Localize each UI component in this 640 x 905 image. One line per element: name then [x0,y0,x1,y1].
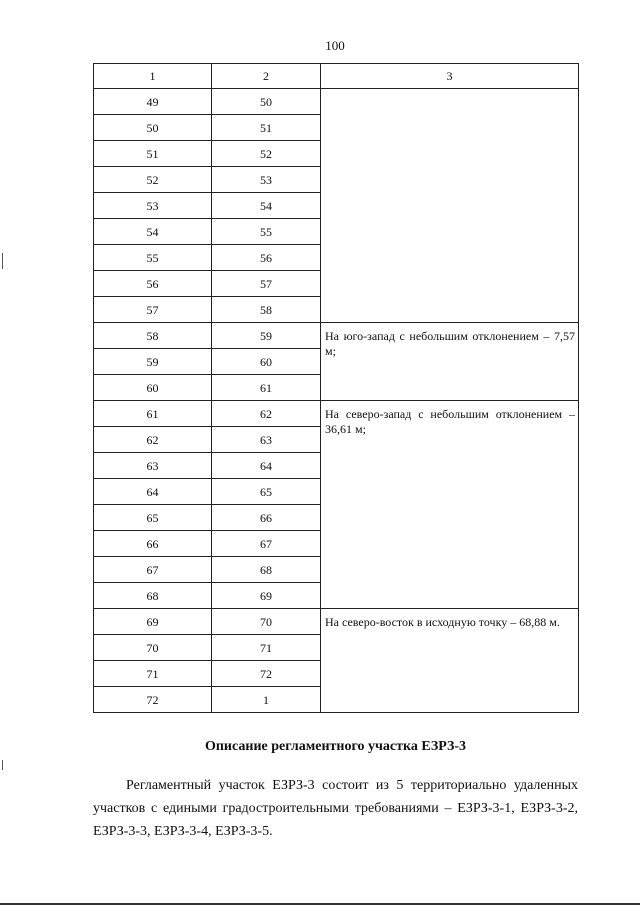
scan-edge-mark [2,253,3,269]
segment-description: На юго-запад с небольшим отклонением – 7,57 м; [321,323,579,401]
point-to: 68 [212,557,321,583]
point-to: 55 [212,219,321,245]
point-to: 72 [212,661,321,687]
point-from: 59 [94,349,212,375]
point-to: 1 [212,687,321,713]
point-to: 52 [212,141,321,167]
segment-description: На северо-восток в исходную точку – 68,88 м. [321,609,579,713]
point-from: 64 [94,479,212,505]
point-from: 56 [94,271,212,297]
section-title: Описание регламентного участка ЕЗРЗ-3 [204,739,467,754]
point-from: 70 [94,635,212,661]
column-header-3: 3 [321,64,579,89]
point-to: 63 [212,427,321,453]
point-from: 69 [94,609,212,635]
point-to: 61 [212,375,321,401]
table-row [94,609,579,635]
point-from: 71 [94,661,212,687]
point-to: 67 [212,531,321,557]
point-to: 71 [212,635,321,661]
point-from: 49 [94,89,212,115]
point-from: 72 [94,687,212,713]
point-to: 66 [212,505,321,531]
point-from: 61 [94,401,212,427]
column-header-2: 2 [212,64,321,89]
point-to: 54 [212,193,321,219]
point-from: 53 [94,193,212,219]
point-from: 55 [94,245,212,271]
segment-description: На северо-запад с небольшим отклонением – 36,61 м; [321,401,579,609]
section-paragraph [93,774,578,843]
point-from: 52 [94,167,212,193]
point-from: 60 [94,375,212,401]
point-from: 62 [94,427,212,453]
point-to: 58 [212,297,321,323]
point-to: 65 [212,479,321,505]
point-from: 50 [94,115,212,141]
point-to: 50 [212,89,321,115]
coordinates-table [93,63,579,713]
point-from: 67 [94,557,212,583]
point-to: 60 [212,349,321,375]
point-to: 56 [212,245,321,271]
point-to: 62 [212,401,321,427]
scan-edge-mark [2,760,3,770]
page-number: 100 [325,38,345,53]
table-row [94,323,579,349]
table-header-row [94,64,579,89]
point-from: 68 [94,583,212,609]
column-header-1: 1 [94,64,212,89]
paragraph-text: Регламентный участок ЕЗРЗ-3 состоит из 5 территориально удаленных участков с едиными градостроительными требованиями – ЕЗРЗ-3-1, ЕЗРЗ-3-2, ЕЗРЗ-3-3, ЕЗРЗ-3-4, ЕЗРЗ-3-5. [93,778,578,839]
point-to: 69 [212,583,321,609]
point-to: 57 [212,271,321,297]
point-to: 59 [212,323,321,349]
point-from: 57 [94,297,212,323]
point-from: 63 [94,453,212,479]
point-from: 66 [94,531,212,557]
point-from: 65 [94,505,212,531]
segment-description [321,89,579,323]
table-row [94,89,579,115]
point-to: 53 [212,167,321,193]
point-to: 51 [212,115,321,141]
point-to: 64 [212,453,321,479]
point-from: 58 [94,323,212,349]
point-from: 54 [94,219,212,245]
point-from: 51 [94,141,212,167]
table-row [94,401,579,427]
point-to: 70 [212,609,321,635]
